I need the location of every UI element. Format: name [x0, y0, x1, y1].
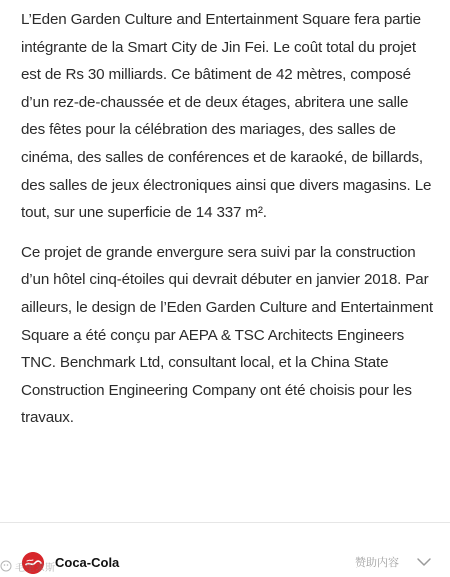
watermark-text: 毛里求斯 [15, 562, 55, 574]
sponsor-bar[interactable] [0, 522, 450, 577]
watermark [0, 557, 55, 575]
sponsored-content-label: 赞助内容 [355, 557, 399, 569]
sponsor-brand-name[interactable]: Coca-Cola [55, 555, 120, 570]
chevron-down-icon[interactable] [416, 555, 432, 567]
article-paragraph-1: L’Eden Garden Culture and Entertainment Square fera partie intégrante de la Smart City de Jin Fei. Le coût total du projet est de Rs 30 milliards. Ce bâtiment de 42 mètres, composé d’un rez-de-chaussée et de deux étages, abritera une salle des fêtes pour la célébration des mariages, des salles de cinéma, des salles de conférences et de karaoké, de billards, des salles de jeux électroniques ainsi que divers magasins. Le tout, sur une superficie de 14 337 m². [21, 11, 432, 222]
article-paragraph-2: Ce projet de grande envergure sera suivi par la construction d’un hôtel cinq-étoiles qui devrait débuter en janvier 2018. Par ailleurs, le design de l’Eden Garden Culture and Entertainment Square a été conçu par AEPA & TSC Architects Engineers TNC. Benchmark Ltd, consultant local, et la China State Construction Engineering Company ont été choisis pour les travaux. [21, 243, 433, 427]
watermark-logo-icon [0, 560, 12, 572]
